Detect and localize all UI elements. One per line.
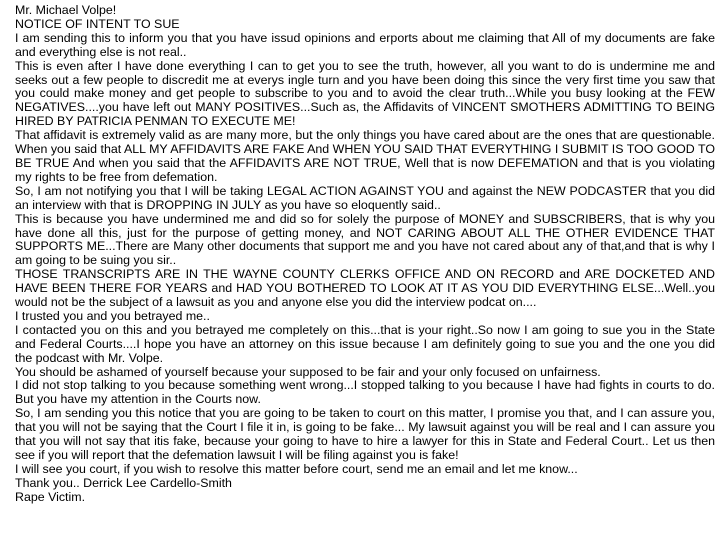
paragraph: That affidavit is extremely valid as are many more, but the only things you have cared about are the ones that are questionable. When you said that ALL MY AFFIDAVITS ARE FAKE And WHEN YOU SAID THAT EVERYTHING I SUBMIT IS TOO GOOD TO BE TRUE And when you said that the AFFIDAVITS ARE NOT TRUE, Well that is now DEFEMATION and that is you violating my rights to be free from defemation. (15, 128, 715, 184)
salutation: Mr. Michael Volpe! (15, 3, 117, 17)
paragraph: I will see you court, if you wish to resolve this matter before court, send me an email and let me know... (15, 461, 578, 476)
paragraph: I did not stop talking to you because something went wrong...I stopped talking to you because I have had fights in courts to do. But you have my attention in the Courts now. (15, 378, 715, 407)
paragraph: This is because you have undermined me and did so for solely the purpose of MONEY and SUBSCRIBERS, that is why you have done all this, just for the purpose of getting money, and NOT CARING ABOUT ALL THE OTHER EVIDENCE THAT SUPPORTS ME...There are Many other documents that support me and you have not cared about any of that,and that is why I am going to be suing you sir.. (15, 211, 715, 268)
letter-body (15, 4, 715, 505)
notice-heading: NOTICE OF INTENT TO SUE (15, 16, 180, 31)
signature-title: Rape Victim. (15, 489, 86, 504)
paragraph: THOSE TRANSCRIPTS ARE IN THE WAYNE COUNTY CLERKS OFFICE AND ON RECORD and ARE DOCKETED AND HAVE BEEN THERE FOR YEARS and HAD YOU BOTHERED TO LOOK AT IT AS YOU DID EVERYTHING ELSE...Well..you would not be the subject of a lawsuit as you and anyone else you did the interview podcat on.... (15, 267, 715, 310)
paragraph: I contacted you on this and you betrayed me completely on this...that is your right..So now I am going to sue you in the State and Federal Courts....I hope you have an attorney on this issue because I am definitely going to sue you and the one you did the podcast with Mr. Volpe. (15, 322, 715, 365)
paragraph: This is even after I have done everything I can to get you to see the truth, however, all you want to do is undermine me and seeks out a few people to discredit me at everys ingle turn and you have been doing this since the very first time you saw that you could make money and get people to subscribe to you and to avoid the clear truth...While you busy looking at the FEW NEGATIVES....you have left out MANY POSITIVES...Such as, the Affidavits of VINCENT SMOTHERS ADMITTING TO BEING HIRED BY PATRICIA PENMAN TO EXECUTE ME! (15, 58, 715, 129)
paragraph: So, I am sending you this notice that you are going to be taken to court on this matter, I promise you that, and I can assure you, that you will not be saying that the Court I file it in, is going to be fake... My lawsuit against you will be real and I can assure you that you will not say that itis fake, because your going to have to hire a lawyer for this in State and Federal Court.. Let us then see if you will report that the defemation lawsuit I will be filing against you is fake! (15, 406, 715, 462)
signature-line: Thank you.. Derrick Lee Cardello-Smith (15, 475, 232, 490)
paragraph: I trusted you and you betrayed me.. (15, 308, 210, 323)
paragraph: You should be ashamed of yourself because your supposed to be fair and your only focused on unfairness. (15, 364, 601, 379)
paragraph: I am sending this to inform you that you have issud opinions and erports about me claiming that All of my documents are fake and everything else is not real.. (15, 30, 715, 59)
paragraph: So, I am not notifying you that I will be taking LEGAL ACTION AGAINST YOU and against the NEW PODCASTER that you did an interview with that is DROPPING IN JULY as you have so eloquently said.. (15, 183, 715, 212)
